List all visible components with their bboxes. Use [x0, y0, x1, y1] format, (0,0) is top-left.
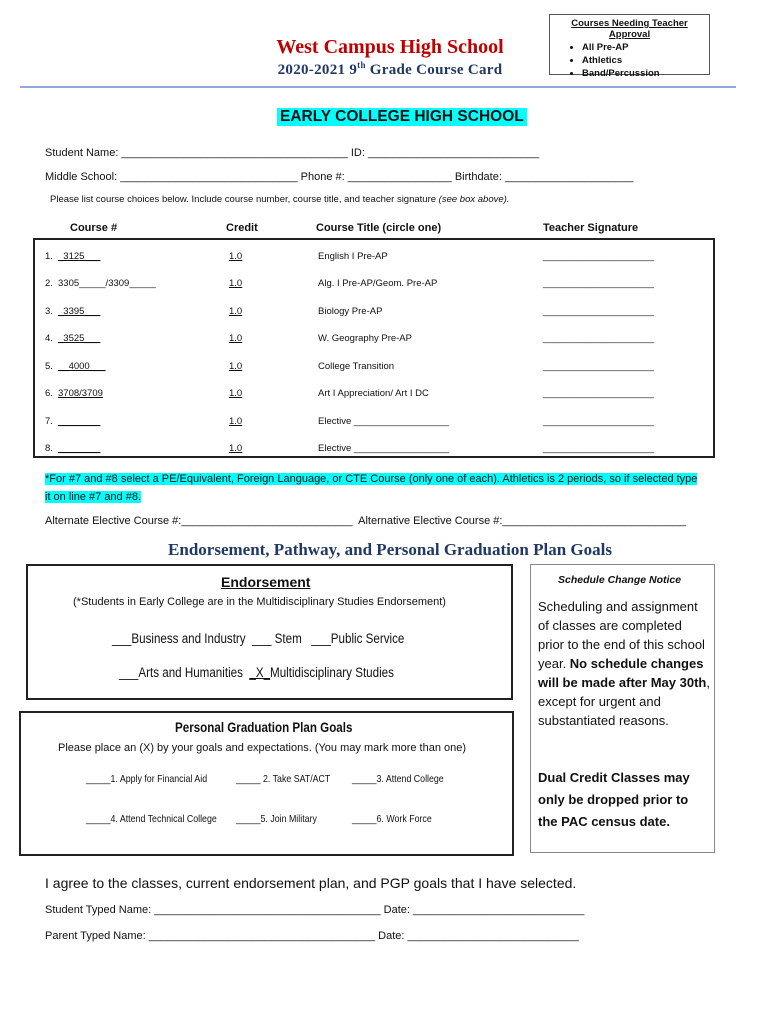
row-course-number[interactable]: __4000___ [58, 361, 106, 372]
student-signature-line[interactable]: Student Typed Name: _____________________________________ Date: ____________________________ [45, 904, 585, 916]
goal-military[interactable]: _____5. Join Military [236, 813, 317, 825]
goal-work-force[interactable]: _____6. Work Force [352, 813, 432, 825]
parent-signature-line[interactable]: Parent Typed Name: _____________________________________ Date: ____________________________ [45, 930, 579, 942]
dual-credit-notice: Dual Credit Classes may only be dropped prior to the PAC census date. [538, 770, 690, 829]
row-number: 6. [45, 388, 59, 399]
row-teacher-signature[interactable]: _____________________ [543, 333, 654, 344]
row-number: 1. [45, 251, 59, 262]
row-number: 3. [45, 306, 59, 317]
row-course-number[interactable]: _3395___ [58, 306, 101, 317]
endorsement-options-1[interactable]: ___Business and Industry ___ Stem ___Public Service [112, 631, 405, 646]
row-teacher-signature[interactable]: _____________________ [543, 416, 654, 427]
row-credit: 1.0 [229, 443, 243, 454]
instructions-text: Please list course choices below. Include course number, course title, and teacher signature [50, 194, 439, 205]
program-heading: EARLY COLLEGE HIGH SCHOOL [277, 108, 527, 126]
col-header-credit: Credit [226, 222, 258, 234]
col-header-title: Course Title (circle one) [316, 222, 442, 234]
course-card-title [200, 60, 580, 79]
section-title: Endorsement, Pathway, and Personal Graduation Plan Goals [168, 540, 612, 559]
schedule-notice-title: Schedule Change Notice [558, 574, 682, 586]
row-teacher-signature[interactable]: _____________________ [543, 306, 654, 317]
row-course-title[interactable]: Alg. I Pre-AP/Geom. Pre-AP [318, 278, 438, 289]
goal-technical-college[interactable]: _____4. Attend Technical College [86, 813, 217, 825]
note-line-2: it on line #7 and #8. [45, 491, 142, 503]
instructions [50, 194, 509, 205]
row-credit: 1.0 [229, 278, 243, 289]
notice-text-bold: No schedule changes will be made after May 30th [538, 656, 707, 690]
arts-option: ___Arts and Humanities [119, 665, 250, 680]
goal-attend-college[interactable]: _____3. Attend College [352, 773, 444, 785]
endorsement-options-2[interactable] [119, 665, 394, 680]
approval-item: • Band/Percussion [582, 67, 705, 80]
row-course-title[interactable]: Biology Pre-AP [318, 306, 383, 317]
row-credit: 1.0 [229, 251, 243, 262]
card-sup: th [357, 60, 366, 70]
row-number: 4. [45, 333, 59, 344]
multidisciplinary-option: Multidisciplinary Studies [270, 665, 394, 680]
row-course-title[interactable]: English I Pre-AP [318, 251, 388, 262]
row-credit: 1.0 [229, 306, 243, 317]
row-course-number[interactable]: 3305_____/3309_____ [58, 278, 156, 289]
approval-item: • Athletics [582, 54, 705, 67]
endorsement-subtitle: (*Students in Early College are in the Multidisciplinary Studies Endorsement) [73, 596, 446, 608]
row-number: 7. [45, 416, 59, 427]
row-number: 2. [45, 278, 59, 289]
note-line-1: *For #7 and #8 select a PE/Equivalent, Foreign Language, or CTE Course (only one of each). Athletics is 2 periods, so if selected type [45, 473, 698, 485]
row-teacher-signature[interactable]: _____________________ [543, 361, 654, 372]
card-suffix: Grade Course Card [365, 62, 503, 78]
row-course-number[interactable]: _3525___ [58, 333, 101, 344]
notice-text-a: Scheduling and assignment of classes are completed prior to the end of this school year. [538, 599, 705, 671]
row-teacher-signature[interactable]: _____________________ [543, 388, 654, 399]
row-course-number[interactable]: 3708/3709 [58, 388, 103, 399]
row-course-title[interactable]: W. Geography Pre-AP [318, 333, 412, 344]
row-course-number[interactable]: _3125___ [58, 251, 101, 262]
student-name-line[interactable]: Student Name: _____________________________________ ID: ____________________________ [45, 147, 540, 159]
notice-text-b: , except for urgent and substantiated reasons. [538, 675, 710, 728]
header-divider [20, 86, 736, 88]
row-credit: 1.0 [229, 388, 243, 399]
goal-financial-aid[interactable]: _____1. Apply for Financial Aid [86, 773, 208, 785]
col-header-course: Course # [70, 222, 118, 234]
row-course-number[interactable]: ________ [58, 416, 101, 427]
row-teacher-signature[interactable]: _____________________ [543, 251, 654, 262]
approval-item: • All Pre-AP [582, 41, 705, 54]
endorsement-title: Endorsement [221, 574, 311, 590]
school-title: West Campus High School [276, 36, 504, 58]
agreement-statement: I agree to the classes, current endorsement plan, and PGP goals that I have selected. [45, 875, 577, 891]
approval-box-title: Courses Needing Teacher Approval [571, 18, 688, 40]
card-year: 2020-2021 9 [277, 62, 358, 78]
row-course-title[interactable]: Elective __________________ [318, 443, 450, 454]
row-credit: 1.0 [229, 333, 243, 344]
instructions-italic: (see box above). [438, 194, 510, 205]
row-number: 8. [45, 443, 59, 454]
schedule-notice-text [538, 597, 710, 730]
row-teacher-signature[interactable]: _____________________ [543, 443, 654, 454]
alternate-elective-line[interactable]: Alternate Elective Course #:____________________________ Alternative Elective Course #:______________________________ [45, 515, 686, 527]
row-course-title[interactable]: Elective __________________ [318, 416, 450, 427]
row-course-number[interactable]: ________ [58, 443, 101, 454]
row-credit: 1.0 [229, 416, 243, 427]
pgp-title: Personal Graduation Plan Goals [175, 720, 353, 735]
col-header-signature: Teacher Signature [543, 222, 639, 234]
row-course-title[interactable]: Art I Appreciation/ Art I DC [318, 388, 429, 399]
row-number: 5. [45, 361, 59, 372]
multidisciplinary-mark: _X_ [249, 665, 271, 680]
pgp-subtitle: Please place an (X) by your goals and expectations. (You may mark more than one) [58, 742, 467, 754]
row-course-title[interactable]: College Transition [318, 361, 395, 372]
goal-sat-act[interactable]: _____ 2. Take SAT/ACT [236, 773, 331, 785]
elective-note [45, 470, 718, 506]
row-credit: 1.0 [229, 361, 243, 372]
middle-school-line[interactable]: Middle School: _____________________________ Phone #: _________________ Birthdate: _____________________ [45, 171, 634, 183]
row-teacher-signature[interactable]: _____________________ [543, 278, 654, 289]
